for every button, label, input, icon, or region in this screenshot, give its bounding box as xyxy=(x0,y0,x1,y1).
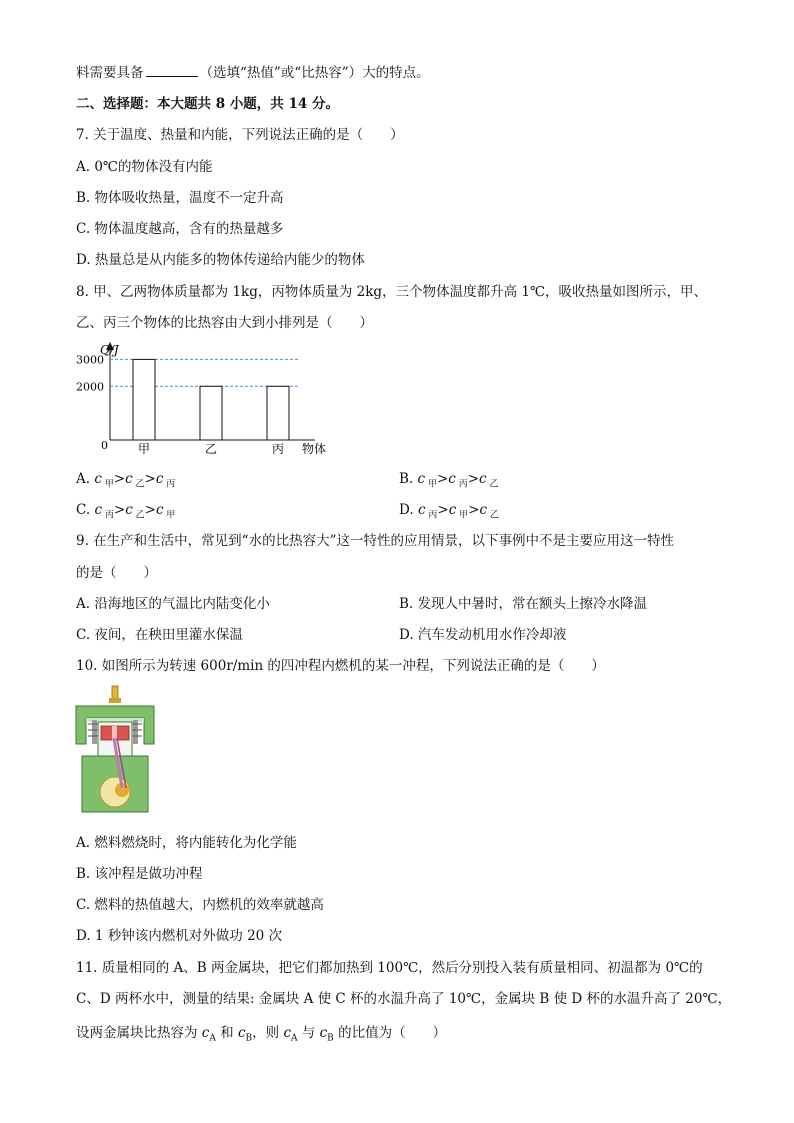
q9-stem-line1: 9. 在生产和生活中，常见到“水的比热容大”这一特性的应用情景，以下事例中不是主要应用这一特性 xyxy=(76,533,674,549)
section-heading: 二、选择题：本大题共 8 小题，共 14 分。 xyxy=(76,96,339,112)
bar-1 xyxy=(200,386,222,440)
subscript-material: 乙 xyxy=(486,479,499,490)
q9-option-b[interactable]: B. 发现人中暑时，常在额头上擦冷水降温 xyxy=(399,596,648,612)
q8-stem-line2: 乙、丙三个物体的比热容由大到小排列是（ ） xyxy=(76,315,373,331)
q11-text-2: ，则 xyxy=(252,1025,284,1041)
symbol-c: c xyxy=(479,471,487,487)
subscript-b: B xyxy=(327,1033,334,1044)
symbol-c: c xyxy=(155,471,164,487)
y-tick-label-2000: 2000 xyxy=(76,380,104,394)
symbol-c: c xyxy=(94,502,102,518)
symbol-c: c xyxy=(448,502,457,518)
subscript-material: 乙 xyxy=(487,510,499,521)
subscript-material: 乙 xyxy=(132,479,145,490)
q7-option-a[interactable]: A. 0℃的物体没有内能 xyxy=(76,159,213,175)
symbol-c: c xyxy=(125,471,133,487)
q11-line1: 11. 质量相同的 A、B 两金属块，把它们都加热到 100℃，然后分别投入装有质量相同、初温都为 0℃的 xyxy=(76,960,703,976)
greater-than: > xyxy=(467,471,480,487)
q8-bar-chart xyxy=(70,336,340,460)
subscript-b: B xyxy=(245,1033,253,1044)
subscript-material: 丙 xyxy=(455,479,468,490)
q6-tail-before: 料需要具备 xyxy=(76,65,144,81)
q10-option-a[interactable]: A. 燃料燃烧时，将内能转化为化学能 xyxy=(76,835,297,851)
greater-than: > xyxy=(144,471,156,487)
subscript-a: A xyxy=(209,1033,216,1044)
q11-text-1: 设两金属块比热容为 xyxy=(76,1025,202,1041)
q6-tail-after: （选填“热值”或“比热容”）大的特点。 xyxy=(199,65,430,81)
q10-option-d[interactable]: D. 1 秒钟该内燃机对外做功 20 次 xyxy=(76,928,283,944)
q7-option-c[interactable]: C. 物体温度越高，含有的热量越多 xyxy=(76,221,284,237)
q11-text-and: 和 xyxy=(215,1025,238,1041)
x-axis-label: 物体 xyxy=(302,442,327,456)
greater-than: > xyxy=(437,502,449,518)
option-letter: A. xyxy=(76,471,95,487)
x-category-label-2: 丙 xyxy=(272,442,285,456)
bar-2 xyxy=(267,386,289,440)
subscript-a: A xyxy=(291,1033,298,1044)
symbol-c: c xyxy=(319,1025,328,1041)
symbol-c: c xyxy=(479,502,487,518)
subscript-material: 甲 xyxy=(425,479,437,490)
answer-blank[interactable] xyxy=(146,63,198,77)
option-letter: D. xyxy=(399,502,418,518)
symbol-c: c xyxy=(94,471,102,487)
q11-text-3: 与 xyxy=(297,1025,320,1041)
symbol-c: c xyxy=(237,1025,246,1041)
subscript-material: 乙 xyxy=(132,510,145,521)
y-axis-label: Q/J xyxy=(100,343,119,357)
q10-stem: 10. 如图所示为转速 600r/min 的四冲程内燃机的某一冲程，下列说法正确的是（ ） xyxy=(76,658,605,674)
q7-option-d[interactable]: D. 热量总是从内能多的物体传递给内能少的物体 xyxy=(76,252,365,268)
q6-tail-line xyxy=(76,63,430,82)
greater-than: > xyxy=(468,502,480,518)
subscript-material: 丙 xyxy=(425,510,438,521)
q8-option-a[interactable] xyxy=(76,470,175,494)
symbol-c: c xyxy=(155,502,164,518)
subscript-material: 甲 xyxy=(163,510,176,521)
q8-option-b[interactable] xyxy=(399,470,498,494)
greater-than: > xyxy=(144,502,156,518)
q10-option-c[interactable]: C. 燃料的热值越大，内燃机的效率就越高 xyxy=(76,897,324,913)
q8-option-d[interactable] xyxy=(399,501,499,525)
q11-line2: C、D 两杯水中，测量的结果: 金属块 A 使 C 杯的水温升高了 10℃，金属块 B 使 D 杯的水温升高了 20℃， xyxy=(76,991,732,1007)
q7-option-b[interactable]: B. 物体吸收热量，温度不一定升高 xyxy=(76,190,284,206)
greater-than: > xyxy=(113,471,126,487)
greater-than: > xyxy=(436,471,449,487)
q10-option-b[interactable]: B. 该冲程是做功冲程 xyxy=(76,866,203,882)
symbol-c: c xyxy=(283,1025,291,1041)
subscript-material: 丙 xyxy=(163,479,176,490)
greater-than: > xyxy=(113,502,126,518)
symbol-c: c xyxy=(201,1025,210,1041)
q11-text-4: 的比值为（ ） xyxy=(333,1025,447,1041)
subscript-material: 丙 xyxy=(102,510,114,521)
subscript-material: 甲 xyxy=(101,479,114,490)
engine-diagram xyxy=(72,684,158,820)
symbol-c: c xyxy=(417,502,426,518)
bar-0 xyxy=(133,359,155,440)
symbol-c: c xyxy=(448,471,456,487)
origin-label: 0 xyxy=(101,439,108,452)
q9-option-a[interactable]: A. 沿海地区的气温比内陆变化小 xyxy=(76,596,270,612)
q7-stem: 7. 关于温度、热量和内能，下列说法正确的是（ ） xyxy=(76,127,404,143)
x-category-label-0: 甲 xyxy=(138,442,151,456)
symbol-c: c xyxy=(417,471,426,487)
option-letter: C. xyxy=(76,502,95,518)
q8-stem-line1: 8. 甲、乙两物体质量都为 1kg，丙物体质量为 2kg，三个物体温度都升高 1℃，吸收热量如图所示，甲、 xyxy=(76,284,708,300)
q9-stem-line2: 的是（ ） xyxy=(76,565,157,581)
subscript-material: 甲 xyxy=(456,510,469,521)
q11-line3 xyxy=(76,1024,446,1048)
x-category-label-1: 乙 xyxy=(205,442,218,456)
y-tick-label-3000: 3000 xyxy=(76,353,104,367)
symbol-c: c xyxy=(125,502,133,518)
q8-option-c[interactable] xyxy=(76,501,175,525)
q9-option-c[interactable]: C. 夜间，在秧田里灌水保温 xyxy=(76,627,243,643)
q9-option-d[interactable]: D. 汽车发动机用水作冷却液 xyxy=(399,627,567,643)
option-letter: B. xyxy=(399,471,418,487)
